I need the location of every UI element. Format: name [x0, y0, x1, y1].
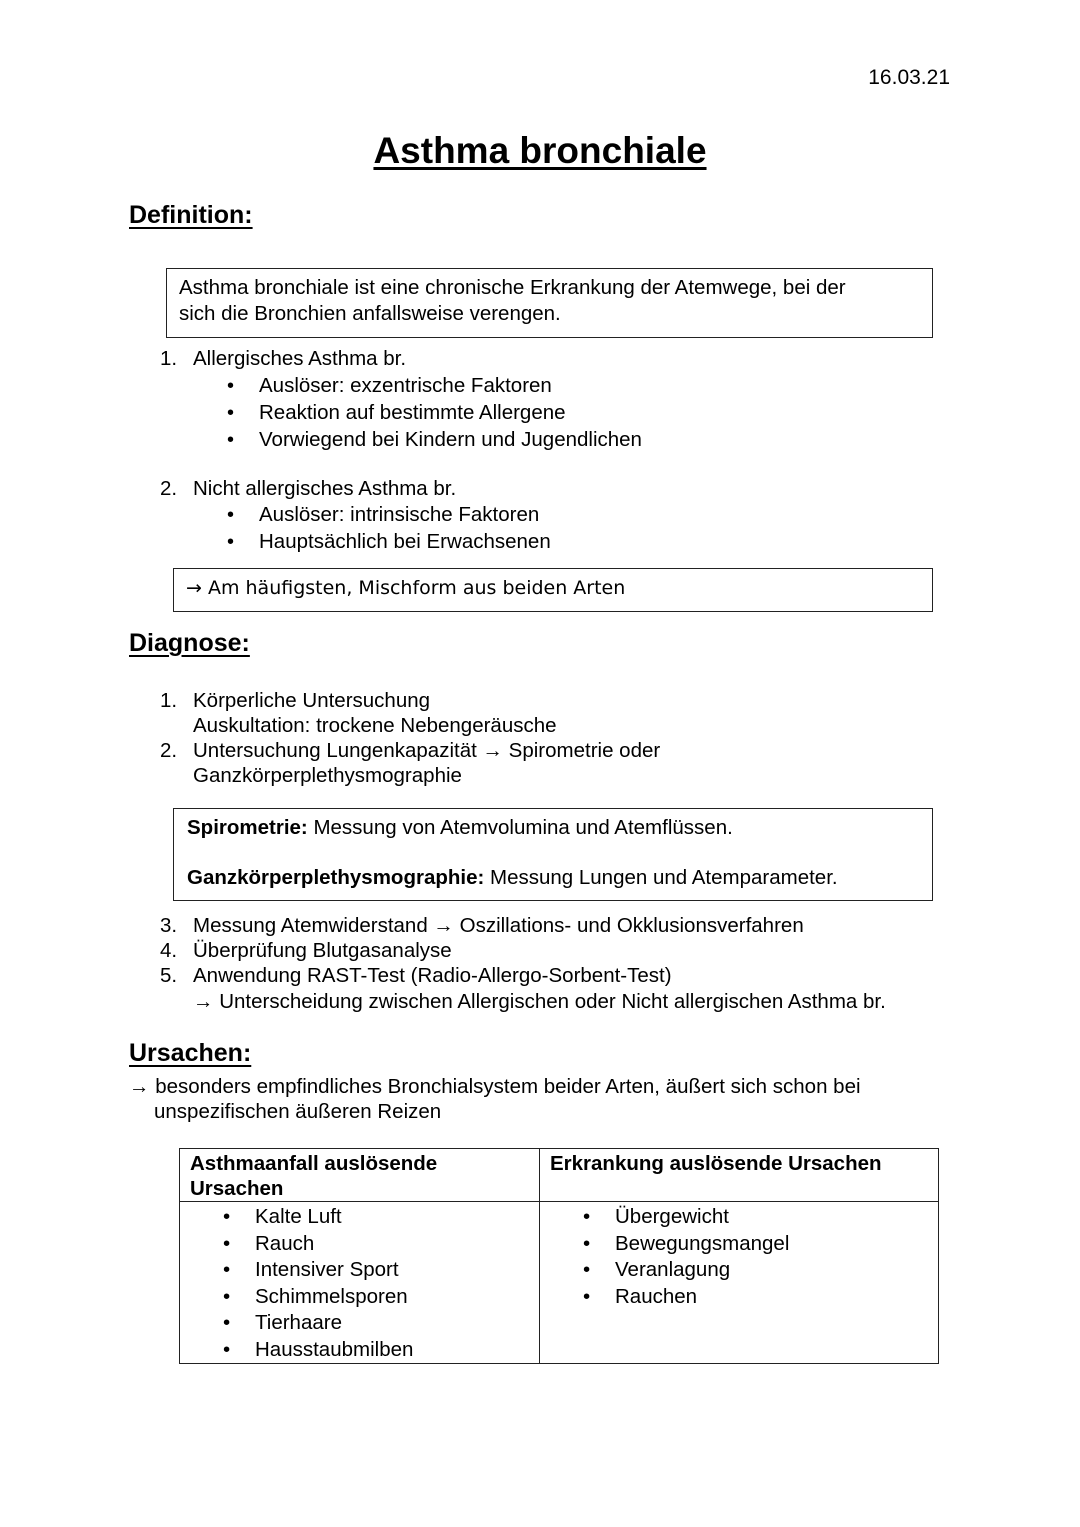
- ursachen-intro: unspezifischen äußeren Reizen: [154, 1100, 442, 1123]
- date: 16.03.21: [868, 66, 950, 89]
- ursachen-intro: → besonders empfindliches Bronchialsystem beider Arten, äußert sich schon bei: [129, 1075, 861, 1098]
- diagnose-definitions-box: [173, 808, 933, 901]
- plethysmography-term: Ganzkörperplethysmographie:: [187, 866, 485, 889]
- mixform-note-box: [173, 568, 933, 612]
- step-text: Anwendung RAST-Test (Radio-Allergo-Sorbent-Test): [193, 964, 672, 987]
- list-item: • Hausstaubmilben: [255, 1337, 539, 1364]
- list-item: • Tierhaare: [255, 1310, 539, 1337]
- table-header-text: Ursachen: [190, 1177, 284, 1200]
- diagnose-heading: Diagnose:: [129, 629, 250, 657]
- table-header-text: Erkrankung auslösende Ursachen: [550, 1152, 882, 1175]
- definition-heading: Definition:: [129, 201, 253, 229]
- step-text: Überprüfung Blutgasanalyse: [193, 939, 452, 962]
- disease-causes-list: [540, 1202, 938, 1310]
- step-number: 2.: [160, 739, 178, 762]
- type-bullet: • Auslöser: intrinsische Faktoren: [259, 502, 539, 528]
- table-header-text: Asthmaanfall auslösende: [190, 1152, 438, 1175]
- step-text: Körperliche Untersuchung: [193, 689, 431, 712]
- table-header-row: [180, 1149, 939, 1202]
- definition-box: [166, 268, 933, 338]
- definition-text-line: sich die Bronchien anfallsweise verengen.: [179, 302, 561, 325]
- type-title: Nicht allergisches Asthma br.: [193, 477, 457, 500]
- type-bullet: • Auslöser: exzentrische Faktoren: [259, 373, 552, 399]
- plethysmography-text: Messung Lungen und Atemparameter.: [484, 866, 838, 889]
- list-item: • Intensiver Sport: [255, 1257, 539, 1284]
- step-text: Untersuchung Lungenkapazität → Spirometrie oder: [193, 739, 661, 762]
- list-item: • Kalte Luft: [255, 1204, 539, 1231]
- list-item: • Rauch: [255, 1231, 539, 1258]
- step-number: 1.: [160, 689, 178, 712]
- step-number: 4.: [160, 939, 178, 962]
- step-text: → Unterscheidung zwischen Allergischen oder Nicht allergischen Asthma br.: [193, 990, 886, 1013]
- table-cell: [540, 1202, 939, 1364]
- table-cell: [180, 1202, 540, 1364]
- step-text: Ganzkörperplethysmographie: [193, 764, 462, 787]
- list-item: • Rauchen: [615, 1284, 938, 1311]
- type-bullet: • Hauptsächlich bei Erwachsenen: [259, 529, 551, 555]
- page-title: Asthma bronchiale: [373, 130, 707, 171]
- spirometry-term: Spirometrie:: [187, 816, 308, 839]
- type-number: 2.: [160, 477, 178, 500]
- list-item: • Veranlagung: [615, 1257, 938, 1284]
- attack-causes-list: [180, 1202, 539, 1363]
- list-item: • Schimmelsporen: [255, 1284, 539, 1311]
- type-bullet: • Vorwiegend bei Kindern und Jugendlichen: [259, 427, 642, 453]
- step-number: 3.: [160, 914, 178, 937]
- table-header-cell: [180, 1149, 540, 1202]
- causes-table: [179, 1148, 939, 1364]
- list-item: • Bewegungsmangel: [615, 1231, 938, 1258]
- step-number: 5.: [160, 964, 178, 987]
- definition-text-line: Asthma bronchiale ist eine chronische Erkrankung der Atemwege, bei der: [179, 276, 846, 299]
- spirometry-text: Messung von Atemvolumina und Atemflüssen.: [307, 816, 733, 839]
- table-header-cell: [540, 1149, 939, 1202]
- plethysmography-definition: [187, 865, 919, 891]
- type-title: Allergisches Asthma br.: [193, 347, 407, 370]
- step-text: Messung Atemwiderstand → Oszillations- und Okklusionsverfahren: [193, 914, 804, 937]
- ursachen-heading: Ursachen:: [129, 1039, 252, 1067]
- list-item: • Übergewicht: [615, 1204, 938, 1231]
- spirometry-definition: [187, 815, 919, 841]
- step-text: Auskultation: trockene Nebengeräusche: [193, 714, 557, 737]
- type-number: 1.: [160, 347, 178, 370]
- type-bullet: • Reaktion auf bestimmte Allergene: [259, 400, 566, 426]
- table-row: [180, 1202, 939, 1364]
- mixform-note: → Am häufigsten, Mischform aus beiden Arten: [186, 577, 626, 599]
